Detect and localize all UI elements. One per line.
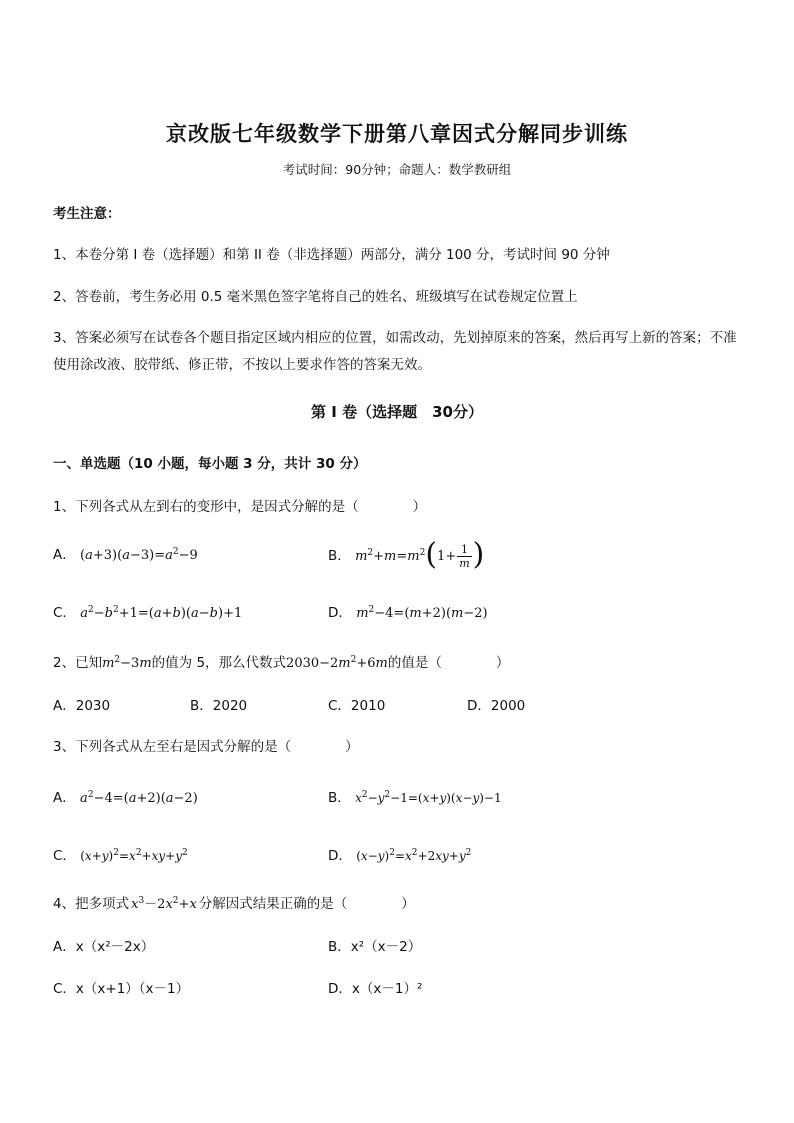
formula: $x^2-y^2-1=(x+y)(x-y)-1$ — [355, 790, 502, 805]
option-label: A． — [53, 547, 76, 563]
option-label: D． — [328, 848, 352, 864]
question-1-option-d[interactable] — [328, 601, 488, 621]
option-label: C． — [53, 605, 76, 621]
notice-heading: 考生注意： — [53, 206, 121, 222]
question-4-option-d[interactable]: D．x（x－1）² — [328, 981, 423, 997]
option-label: A． — [53, 790, 76, 806]
question-4-option-b[interactable]: B．x²（x－2） — [328, 939, 422, 955]
question-2-option-a[interactable]: A．2030 — [53, 698, 111, 714]
question-3-option-b[interactable] — [328, 786, 502, 806]
formula: $x^3-2x^2+x$ — [131, 896, 197, 912]
question-1-option-c[interactable] — [53, 601, 242, 621]
exam-info: 考试时间：90分钟；命题人：数学教研组 — [282, 162, 512, 177]
formula: $a^2-b^2+1=(a+b)(a-b)+1$ — [80, 605, 243, 621]
formula: $a^2-4=(a+2)(a-2)$ — [80, 790, 198, 806]
question-2-option-d[interactable]: D．2000 — [467, 698, 526, 714]
question-1-option-b[interactable] — [328, 536, 485, 572]
question-4-option-a[interactable]: A．x（x²－2x） — [53, 939, 155, 955]
notice-item-1: 1、本卷分第 I 卷（选择题）和第 II 卷（非选择题）两部分，满分 100 分，考试时间 90 分钟 — [53, 247, 610, 263]
stem-text: 分解因式结果正确的是（ ） — [198, 896, 415, 912]
question-4-stem — [53, 892, 415, 912]
option-label: C． — [53, 848, 76, 864]
formula: $m^2-4=(m+2)(m-2)$ — [356, 605, 488, 621]
formula: $2030-2m^2+6m$ — [286, 655, 388, 671]
question-2-stem — [53, 651, 509, 671]
question-3-stem: 3、下列各式从左至右是因式分解的是（ ） — [53, 739, 359, 755]
stem-text: 的值为 5，那么代数式 — [151, 655, 287, 671]
formula: $(x+y)^2=x^2+xy+y^2$ — [80, 848, 188, 863]
option-label: B． — [328, 548, 351, 564]
stem-text: 4、把多项式 — [53, 896, 130, 912]
section-title: 第 I 卷（选择题 30分） — [311, 403, 483, 421]
question-3-option-c[interactable] — [53, 844, 188, 864]
option-label: D． — [328, 605, 352, 621]
question-1-stem: 1、下列各式从左到右的变形中，是因式分解的是（ ） — [53, 499, 427, 515]
notice-item-2: 2、答卷前，考生务必用 0.5 毫米黑色签字笔将自己的姓名、班级填写在试卷规定位置上 — [53, 289, 578, 305]
stem-text: 的值是（ ） — [387, 655, 510, 671]
formula: $m^2+m=m^2(1+$ $\frac{1}{m}$ ) — [355, 536, 485, 572]
question-2-option-b[interactable]: B．2020 — [190, 698, 248, 714]
question-3-option-d[interactable] — [328, 844, 471, 864]
question-4-option-c[interactable]: C．x（x+1）（x－1） — [53, 981, 190, 997]
formula: $(x-y)^2=x^2+2xy+y^2$ — [356, 848, 472, 863]
question-3-option-a[interactable] — [53, 786, 198, 806]
page-title: 京改版七年级数学下册第八章因式分解同步训练 — [166, 121, 628, 146]
question-group-title: 一、单选题（10 小题，每小题 3 分，共计 30 分） — [53, 456, 367, 472]
stem-text: 2、已知 — [53, 655, 103, 671]
formula: $(a+3)(a-3)=a^2-9$ — [80, 547, 198, 563]
notice-item-3: 3、答案必须写在试卷各个题目指定区域内相应的位置，如需改动，先划掉原来的答案，然后再写上新的答案；不准使用涂改液、胶带纸、修正带，不按以上要求作答的答案无效。 — [53, 330, 737, 373]
question-2-option-c[interactable]: C．2010 — [328, 698, 386, 714]
question-1-option-a[interactable] — [53, 543, 198, 563]
option-label: B． — [328, 790, 351, 806]
formula: $m^2-3m$ — [102, 655, 152, 671]
